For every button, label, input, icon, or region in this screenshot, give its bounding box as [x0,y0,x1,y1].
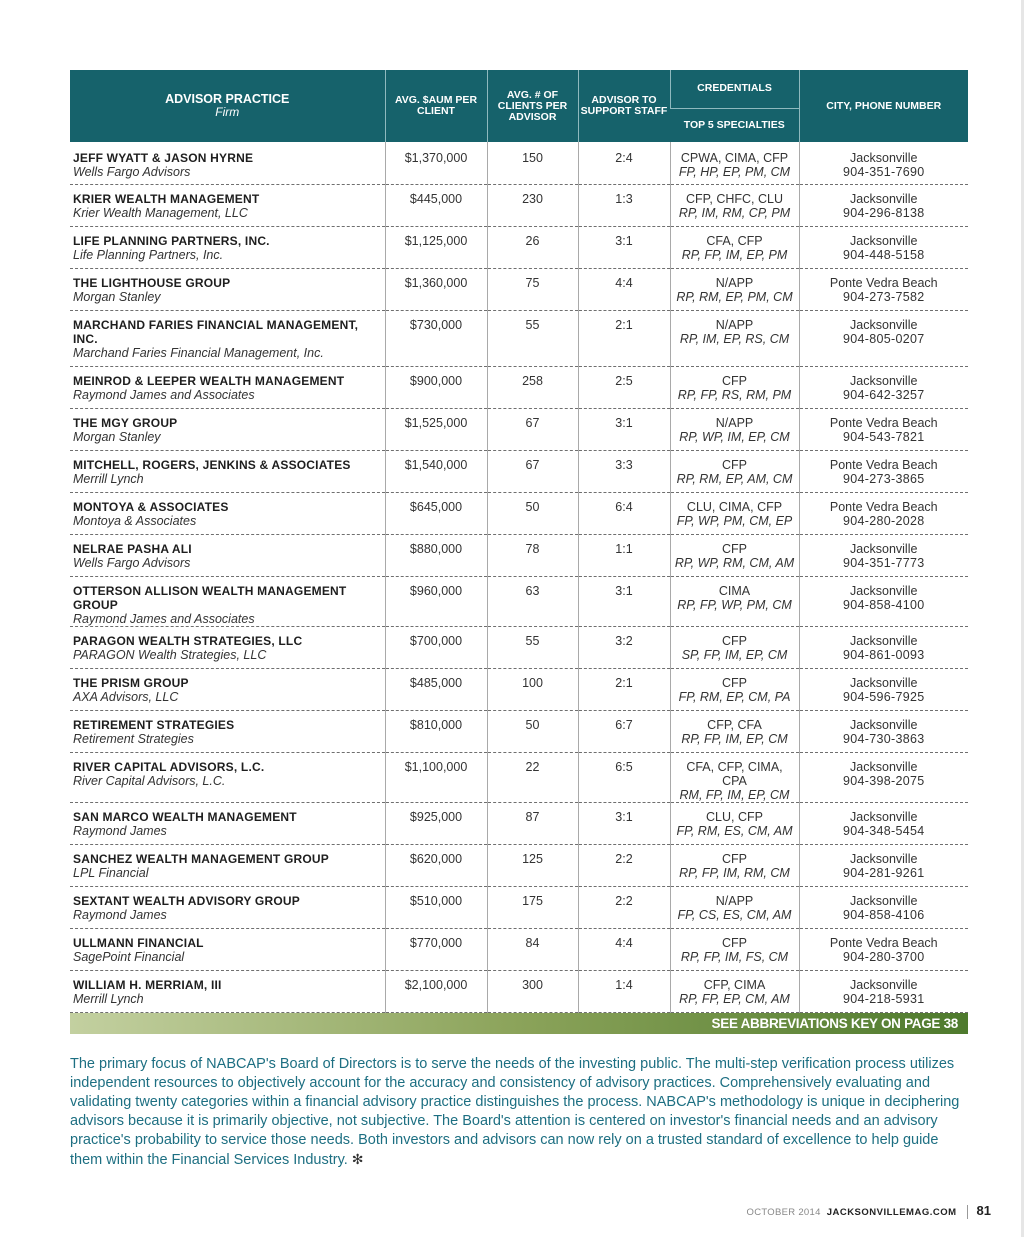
table-row [70,226,968,268]
specialties-text: RP, FP, IM, RM, CM [679,865,790,880]
aum-cell: $925,000 [385,802,487,844]
practice-name: MONTOYA & ASSOCIATES [73,499,229,514]
ratio-cell: 3:1 [578,226,670,268]
firm-name: Marchand Faries Financial Management, Inc. [73,345,324,360]
clients-cell: 87 [487,802,578,844]
practice-name: PARAGON WEALTH STRATEGIES, LLC [73,633,303,648]
table-row [70,366,968,408]
practice-cell [70,226,385,268]
city-phone-cell [799,928,968,970]
aum-cell: $900,000 [385,366,487,408]
table-row [70,752,968,802]
credentials-cell [670,310,799,366]
clients-cell: 67 [487,408,578,450]
practice-name: LIFE PLANNING PARTNERS, INC. [73,233,270,248]
specialties-text: RP, IM, RM, CP, PM [678,205,791,220]
specialties-text: SP, FP, IM, EP, CM [681,647,788,662]
city-text: Jacksonville [850,583,918,598]
city-phone-cell [799,492,968,534]
specialties-text: RP, FP, RS, RM, PM [677,387,792,402]
clients-cell: 258 [487,366,578,408]
city-text: Ponte Vedra Beach [829,457,938,472]
ratio-cell: 2:1 [578,668,670,710]
specialties-text: FP, WP, PM, CM, EP [676,513,793,528]
specialties-text: FP, HP, EP, PM, CM [678,165,791,179]
city-text: Jacksonville [850,809,918,824]
credentials-cell [670,534,799,576]
city-phone-cell [799,576,968,626]
city-text: Jacksonville [850,717,918,732]
aum-cell: $510,000 [385,886,487,928]
phone-text: 904-642-3257 [843,387,925,402]
header-clients: AVG. # OF CLIENTS PER ADVISOR [487,70,578,142]
practice-name: WILLIAM H. MERRIAM, III [73,977,222,992]
credentials-cell [670,576,799,626]
credentials-text: CFP, CHFC, CLU [685,191,783,206]
credentials-cell [670,226,799,268]
clients-cell: 55 [487,310,578,366]
firm-name: Wells Fargo Advisors [73,555,191,570]
ratio-cell: 6:7 [578,710,670,752]
practice-cell [70,844,385,886]
credentials-text: CFP [722,457,747,472]
aum-cell: $645,000 [385,492,487,534]
credentials-cell [670,668,799,710]
phone-text: 904-273-3865 [843,471,925,486]
clients-cell: 55 [487,626,578,668]
credentials-cell [670,844,799,886]
table-row [70,184,968,226]
ratio-cell: 4:4 [578,268,670,310]
city-phone-cell [799,184,968,226]
table-row [70,450,968,492]
practice-cell [70,534,385,576]
firm-name: Life Planning Partners, Inc. [73,247,224,262]
practice-cell [70,710,385,752]
credentials-cell [670,886,799,928]
practice-name: JEFF WYATT & JASON HYRNE [73,151,254,165]
city-phone-cell [799,668,968,710]
practice-cell [70,366,385,408]
firm-name: PARAGON Wealth Strategies, LLC [73,647,267,662]
credentials-cell [670,928,799,970]
header-practice-label: ADVISOR PRACTICE [165,92,290,106]
practice-cell [70,928,385,970]
aum-cell: $1,525,000 [385,408,487,450]
table-row [70,710,968,752]
city-text: Jacksonville [850,675,918,690]
specialties-text: RP, FP, EP, CM, AM [679,991,790,1006]
credentials-text: CFP [722,373,747,388]
practice-name: MEINROD & LEEPER WEALTH MANAGEMENT [73,373,345,388]
footer-divider [967,1205,968,1219]
specialties-text: RP, FP, WP, PM, CM [677,597,792,612]
aum-cell: $1,100,000 [385,752,487,802]
city-phone-cell [799,626,968,668]
firm-name: Raymond James and Associates [73,611,255,626]
city-phone-cell [799,366,968,408]
firm-name: Merrill Lynch [73,471,144,486]
clients-cell: 75 [487,268,578,310]
phone-text: 904-351-7690 [843,165,925,179]
summary-paragraph [70,1055,966,1170]
credentials-text: CIMA [718,583,751,598]
firm-name: River Capital Advisors, L.C. [73,773,226,788]
firm-name: SagePoint Financial [73,949,185,964]
city-phone-cell [799,752,968,802]
credentials-text: N/APP [715,275,754,290]
ratio-cell: 2:5 [578,366,670,408]
clients-cell: 50 [487,710,578,752]
ratio-cell: 4:4 [578,928,670,970]
clients-cell: 300 [487,970,578,1012]
header-advisor-practice [70,70,385,142]
specialties-text: RP, WP, RM, CM, AM [674,555,795,570]
practice-cell [70,492,385,534]
footer-month: OCTOBER 2014 [746,1207,821,1218]
table-row [70,534,968,576]
credentials-text: CFP, CFA [707,717,762,732]
phone-text: 904-280-3700 [843,949,925,964]
header-firm-label: Firm [215,105,240,119]
practice-name: THE PRISM GROUP [73,675,189,690]
city-phone-cell [799,534,968,576]
phone-text: 904-448-5158 [843,247,925,262]
clients-cell: 175 [487,886,578,928]
practice-name: NELRAE PASHA ALI [73,541,192,556]
city-text: Ponte Vedra Beach [829,499,938,514]
clients-cell: 150 [487,142,578,184]
practice-name: KRIER WEALTH MANAGEMENT [73,191,260,206]
practice-name: OTTERSON ALLISON WEALTH MANAGEMENT GROUP [73,583,347,612]
table-row [70,492,968,534]
credentials-cell [670,626,799,668]
aum-cell: $485,000 [385,668,487,710]
city-phone-cell [799,710,968,752]
header-ratio: ADVISOR TO SUPPORT STAFF [578,70,670,142]
clients-cell: 78 [487,534,578,576]
ratio-cell: 3:1 [578,408,670,450]
aum-cell: $730,000 [385,310,487,366]
city-phone-cell [799,226,968,268]
practice-cell [70,626,385,668]
page-footer [747,1203,992,1219]
city-phone-cell [799,844,968,886]
practice-cell [70,184,385,226]
specialties-text: RP, FP, IM, FS, CM [680,949,789,964]
phone-text: 904-858-4100 [843,597,925,612]
city-phone-cell [799,802,968,844]
city-text: Ponte Vedra Beach [829,415,938,430]
table-row [70,626,968,668]
credentials-cell [670,970,799,1012]
header-city-phone: CITY, PHONE NUMBER [799,70,968,142]
phone-text: 904-805-0207 [843,331,925,346]
firm-name: AXA Advisors, LLC [73,689,179,704]
ratio-cell: 3:2 [578,626,670,668]
city-text: Jacksonville [850,759,918,774]
practice-cell [70,268,385,310]
credentials-text: CFP [722,675,747,690]
table-body [70,142,968,1012]
city-phone-cell [799,450,968,492]
ratio-cell: 3:1 [578,576,670,626]
specialties-text: RP, WP, IM, EP, CM [679,429,790,444]
phone-text: 904-273-7582 [843,289,925,304]
credentials-text: N/APP [715,893,754,908]
aum-cell: $770,000 [385,928,487,970]
ratio-cell: 2:2 [578,886,670,928]
phone-text: 904-730-3863 [843,731,925,746]
firm-name: Morgan Stanley [73,429,161,444]
firm-name: Raymond James and Associates [73,387,255,402]
abbreviations-key-banner: SEE ABBREVIATIONS KEY ON PAGE 38 [70,1013,968,1034]
ratio-cell: 6:5 [578,752,670,802]
practice-name: RETIREMENT STRATEGIES [73,717,235,732]
specialties-text: RP, FP, IM, EP, CM [681,731,788,746]
credentials-cell [670,366,799,408]
city-phone-cell [799,268,968,310]
phone-text: 904-861-0093 [843,647,925,662]
page-number: 81 [976,1203,991,1218]
ratio-cell: 3:3 [578,450,670,492]
practice-cell [70,450,385,492]
ratio-cell: 1:4 [578,970,670,1012]
specialties-text: FP, RM, ES, CM, AM [676,823,793,838]
practice-name: SANCHEZ WEALTH MANAGEMENT GROUP [73,851,329,866]
ratio-cell: 2:1 [578,310,670,366]
phone-text: 904-218-5931 [843,991,925,1006]
practice-name: MITCHELL, ROGERS, JENKINS & ASSOCIATES [73,457,351,472]
specialties-text: FP, CS, ES, CM, AM [677,907,792,922]
credentials-text: N/APP [715,415,754,430]
city-phone-cell [799,886,968,928]
aum-cell: $2,100,000 [385,970,487,1012]
firm-name: Merrill Lynch [73,991,144,1006]
ratio-cell: 2:2 [578,844,670,886]
city-text: Jacksonville [850,633,918,648]
phone-text: 904-543-7821 [843,429,925,444]
city-text: Jacksonville [850,233,918,248]
specialties-text: RP, IM, EP, RS, CM [679,331,790,346]
credentials-cell [670,184,799,226]
ratio-cell: 3:1 [578,802,670,844]
ratio-cell: 2:4 [578,142,670,184]
phone-text: 904-398-2075 [843,773,925,788]
table-row [70,310,968,366]
phone-text: 904-858-4106 [843,907,925,922]
practice-name: THE LIGHTHOUSE GROUP [73,275,231,290]
firm-name: Morgan Stanley [73,289,161,304]
phone-text: 904-280-2028 [843,513,925,528]
city-text: Jacksonville [850,541,918,556]
credentials-cell [670,268,799,310]
practice-name: THE MGY GROUP [73,415,178,430]
firm-name: Wells Fargo Advisors [73,165,191,179]
credentials-cell [670,710,799,752]
firm-name: Raymond James [73,907,167,922]
phone-text: 904-296-8138 [843,205,925,220]
table-row [70,802,968,844]
firm-name: LPL Financial [73,865,149,880]
header-aum: AVG. $AUM PER CLIENT [385,70,487,142]
city-text: Jacksonville [850,151,918,165]
credentials-cell [670,142,799,184]
clients-cell: 125 [487,844,578,886]
phone-text: 904-281-9261 [843,865,925,880]
credentials-text: CLU, CFP [706,809,763,824]
practice-cell [70,408,385,450]
practice-cell [70,802,385,844]
specialties-text: RP, RM, EP, PM, CM [676,289,793,304]
advisor-table [70,70,968,1013]
table-row [70,408,968,450]
city-phone-cell [799,142,968,184]
specialties-text: RM, FP, IM, EP, CM [679,787,790,802]
practice-cell [70,310,385,366]
footer-site: JACKSONVILLEMAG.COM [826,1207,957,1218]
credentials-text: CFP [722,541,747,556]
table-row [70,928,968,970]
aum-cell: $620,000 [385,844,487,886]
table-row [70,142,968,184]
header-specialties: TOP 5 SPECIALTIES [670,108,799,142]
table-row [70,268,968,310]
phone-text: 904-348-5454 [843,823,925,838]
firm-name: Retirement Strategies [73,731,194,746]
firm-name: Krier Wealth Management, LLC [73,205,248,220]
specialties-text: RP, RM, EP, AM, CM [676,471,793,486]
specialties-text: RP, FP, IM, EP, PM [681,247,788,262]
specialties-text: FP, RM, EP, CM, PA [678,689,791,704]
aum-cell: $960,000 [385,576,487,626]
practice-cell [70,886,385,928]
credentials-cell [670,802,799,844]
phone-text: 904-351-7773 [843,555,925,570]
aum-cell: $810,000 [385,710,487,752]
clients-cell: 26 [487,226,578,268]
ratio-cell: 1:1 [578,534,670,576]
credentials-text: CLU, CIMA, CFP [686,499,783,514]
table-row [70,668,968,710]
practice-cell [70,142,385,184]
credentials-text: CFP, CIMA [703,977,766,992]
city-text: Jacksonville [850,373,918,388]
city-text: Jacksonville [850,317,918,332]
aum-cell: $1,125,000 [385,226,487,268]
firm-name: Montoya & Associates [73,513,197,528]
credentials-text: CFA, CFP [706,233,763,248]
practice-name: RIVER CAPITAL ADVISORS, L.C. [73,759,265,774]
clients-cell: 67 [487,450,578,492]
firm-name: Raymond James [73,823,167,838]
practice-name: SAN MARCO WEALTH MANAGEMENT [73,809,297,824]
city-phone-cell [799,970,968,1012]
city-text: Ponte Vedra Beach [829,275,938,290]
city-phone-cell [799,408,968,450]
aum-cell: $700,000 [385,626,487,668]
ratio-cell: 6:4 [578,492,670,534]
ratio-cell: 1:3 [578,184,670,226]
credentials-text: CFP [722,935,747,950]
aum-cell: $1,370,000 [385,142,487,184]
credentials-text: CFP [722,633,747,648]
end-mark-icon: ✻ [351,1151,364,1167]
aum-cell: $445,000 [385,184,487,226]
clients-cell: 63 [487,576,578,626]
credentials-text: CFP [722,851,747,866]
practice-cell [70,970,385,1012]
table-row [70,970,968,1012]
clients-cell: 100 [487,668,578,710]
aum-cell: $880,000 [385,534,487,576]
practice-name: MARCHAND FARIES FINANCIAL MANAGEMENT, INC. [73,317,359,346]
aum-cell: $1,540,000 [385,450,487,492]
city-text: Jacksonville [850,851,918,866]
city-phone-cell [799,310,968,366]
aum-cell: $1,360,000 [385,268,487,310]
practice-name: ULLMANN FINANCIAL [73,935,204,950]
table-header [70,70,968,142]
practice-cell [70,752,385,802]
city-text: Jacksonville [850,191,918,206]
practice-cell [70,668,385,710]
table-row [70,886,968,928]
credentials-text: N/APP [715,317,754,332]
city-text: Jacksonville [850,893,918,908]
practice-cell [70,576,385,626]
phone-text: 904-596-7925 [843,689,925,704]
credentials-text: CPWA, CIMA, CFP [680,151,789,165]
credentials-cell [670,450,799,492]
credentials-text: CFA, CFP, CIMA, CPA [686,759,783,788]
city-text: Ponte Vedra Beach [829,935,938,950]
clients-cell: 50 [487,492,578,534]
credentials-cell [670,752,799,802]
city-text: Jacksonville [850,977,918,992]
clients-cell: 230 [487,184,578,226]
practice-name: SEXTANT WEALTH ADVISORY GROUP [73,893,300,908]
summary-text: The primary focus of NABCAP's Board of Directors is to serve the needs of the investing public. The multi-step verification process utilizes independent resources to objectively account for the accuracy and consistency of advisory practices. Comprehensively evaluating and validating twenty categories within a financial advisory practice distinguishes the process. NABCAP's methodology is unique in deciphering advisors because it is primarily objective, not subjective. The Board's attention is centered on investor's financial needs and an advisory practice's probability to service those needs. Both investors and advisors can now rely on a trusted standard of excellence to help guide them within the Financial Services Industry. [70,1056,960,1168]
credentials-cell [670,492,799,534]
header-credentials: CREDENTIALS [670,70,799,108]
clients-cell: 84 [487,928,578,970]
credentials-cell [670,408,799,450]
clients-cell: 22 [487,752,578,802]
table-row [70,576,968,626]
table-row [70,844,968,886]
